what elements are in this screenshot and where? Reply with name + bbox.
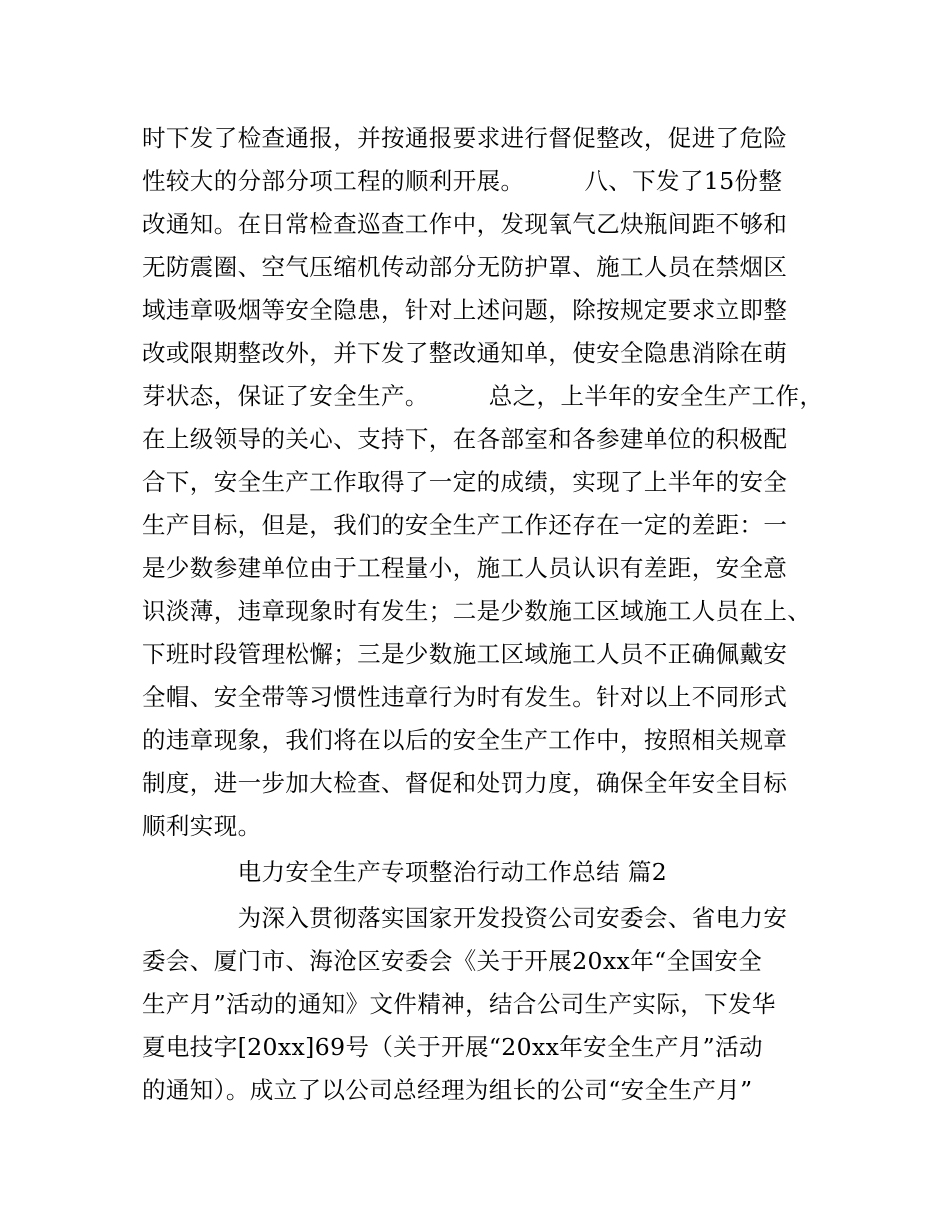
body-text-line: 性较大的分部分项工程的顺利开展。 八、下发了15份整: [142, 167, 783, 195]
body-text-line: 的通知）。成立了以公司总经理为组长的公司“安全生产月”: [142, 1076, 753, 1104]
body-text-line: 时下发了检查通报，并按通报要求进行督促整改，促进了危险: [142, 124, 788, 152]
body-text-line: 夏电技字[20xx]69号（关于开展“20xx年安全生产月”活动: [142, 1033, 763, 1061]
body-text-line: 为深入贯彻落实国家开发投资公司安委会、省电力安: [142, 904, 788, 932]
body-text-line: 的违章现象，我们将在以后的安全生产工作中，按照相关规章: [142, 726, 788, 754]
body-text-line: 改通知。在日常检查巡查工作中，发现氧气乙炔瓶间距不够和: [142, 210, 788, 238]
body-text-line: 在上级领导的关心、支持下，在各部室和各参建单位的积极配: [142, 425, 788, 453]
body-text-line: 顺利实现。: [142, 812, 262, 840]
body-text-line: 生产月”活动的通知》文件精神，结合公司生产实际，下发华: [142, 990, 776, 1018]
body-text-line: 芽状态，保证了安全生产。 总之，上半年的安全生产工作，: [142, 382, 824, 410]
body-text-line: 合下，安全生产工作取得了一定的成绩，实现了上半年的安全: [142, 468, 788, 496]
body-text-line: 改或限期整改外，并下发了整改通知单，使安全隐患消除在萌: [142, 339, 788, 367]
body-text-line: 制度，进一步加大检查、督促和处罚力度，确保全年安全目标: [142, 769, 788, 797]
body-text-line: 委会、厦门市、海沧区安委会《关于开展20xx年“全国安全: [142, 947, 763, 975]
body-text-line: 下班时段管理松懈；三是少数施工区域施工人员不正确佩戴安: [142, 640, 788, 668]
body-text-line: 域违章吸烟等安全隐患，针对上述问题，除按规定要求立即整: [142, 296, 788, 324]
section-heading: 电力安全生产专项整治行动工作总结 篇2: [142, 858, 668, 886]
body-text-line: 全帽、安全带等习惯性违章行为时有发生。针对以上不同形式: [142, 683, 788, 711]
body-text-line: 是少数参建单位由于工程量小，施工人员认识有差距，安全意: [142, 554, 788, 582]
body-text-line: 识淡薄，违章现象时有发生；二是少数施工区域施工人员在上、: [142, 597, 812, 625]
body-text-line: 无防震圈、空气压缩机传动部分无防护罩、施工人员在禁烟区: [142, 253, 788, 281]
body-text-line: 生产目标，但是，我们的安全生产工作还存在一定的差距：一: [142, 511, 788, 539]
